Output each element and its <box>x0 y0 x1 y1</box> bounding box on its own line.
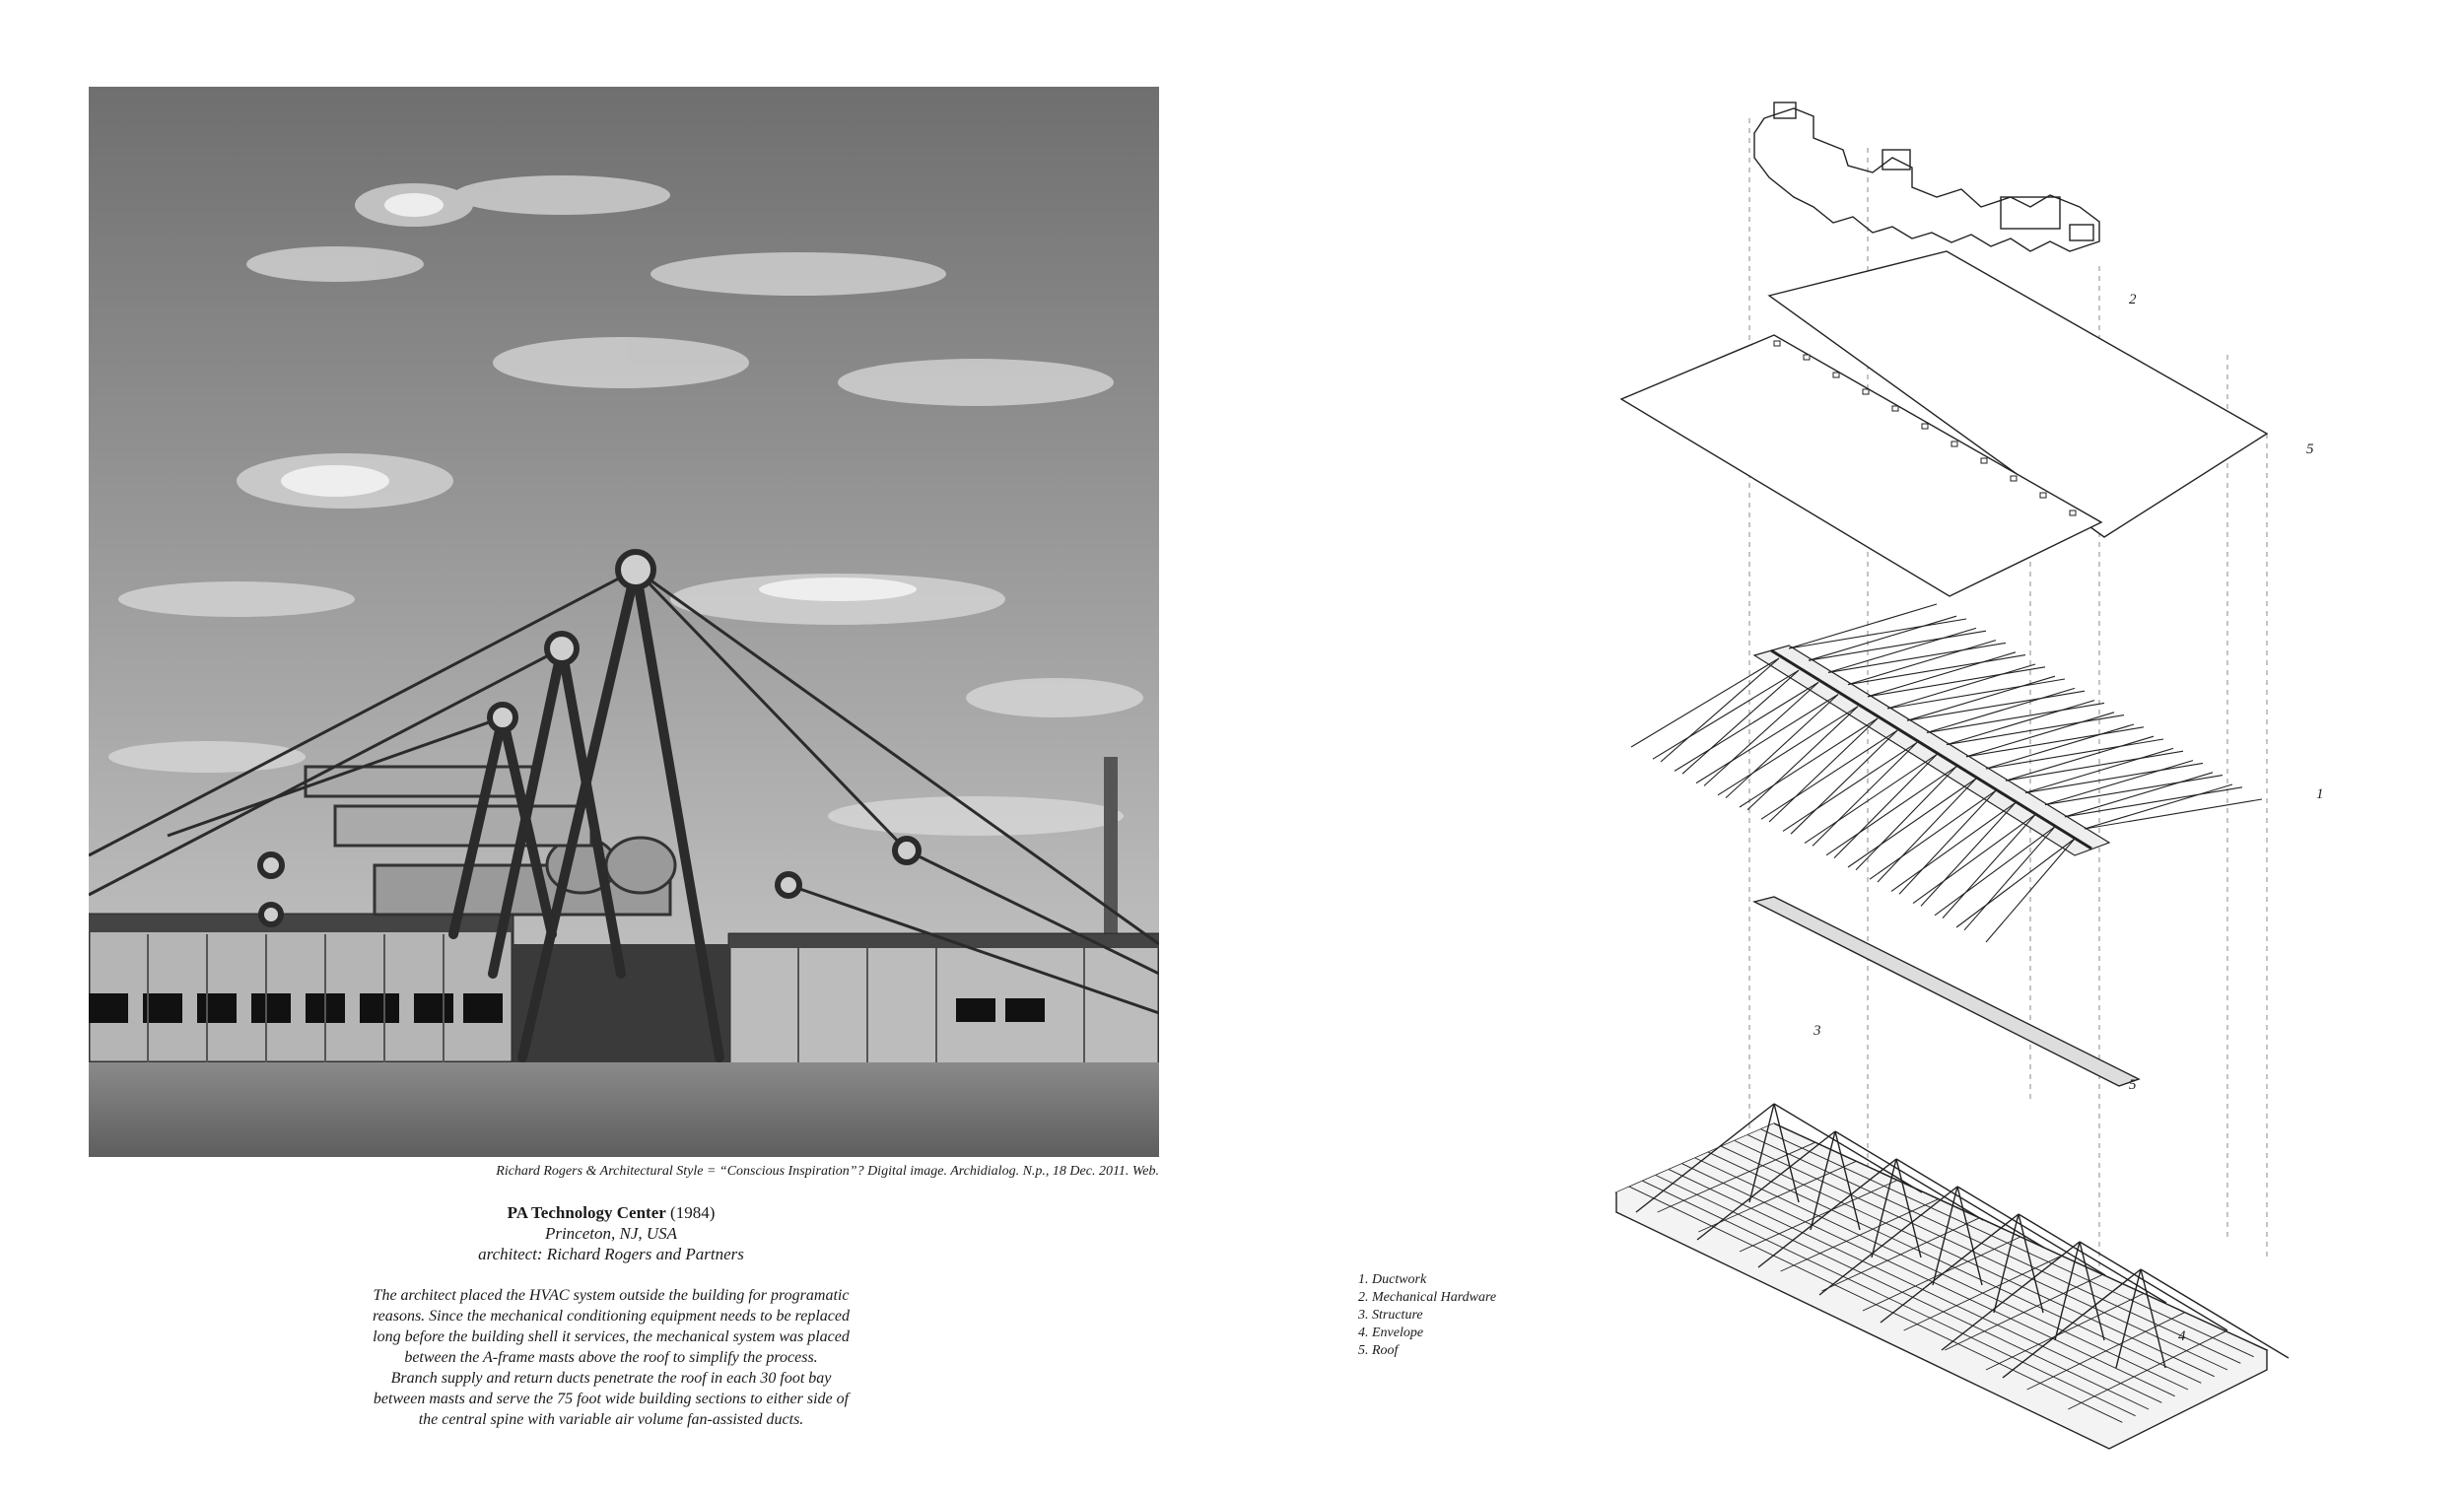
legend-item: 4. Envelope <box>1358 1326 1424 1340</box>
legend-item: 3. Structure <box>1358 1308 1423 1323</box>
ductwork-branches <box>1631 604 2262 942</box>
description-line: reasons. Since the mechanical conditioning equipment needs to be replaced <box>372 1308 851 1325</box>
description-line: Branch supply and return ducts penetrate the roof in each 30 foot bay <box>390 1370 832 1387</box>
label-roof-top: 5 <box>2306 442 2314 457</box>
building-photo <box>89 87 1159 1157</box>
project-name: PA Technology Center <box>507 1203 666 1222</box>
description-line: the central spine with variable air volume fan-assisted ducts. <box>418 1411 804 1428</box>
label-ductwork: 1 <box>2316 786 2324 802</box>
roof-strip <box>1754 897 2139 1086</box>
legend-item: 5. Roof <box>1358 1343 1399 1358</box>
photo-credit: Richard Rogers & Architectural Style = “Conscious Inspiration”? Digital image. Archidialog. N.p., 18 Dec. 2011. Web. <box>496 1164 1159 1179</box>
description-line: between masts and serve the 75 foot wide building sections to either side of <box>373 1391 850 1407</box>
description-line: The architect placed the HVAC system outside the building for programatic <box>373 1287 850 1304</box>
project-description <box>325 1285 897 1430</box>
description-line: long before the building shell it services, the mechanical system was placed <box>373 1328 850 1345</box>
project-architect: architect: Richard Rogers and Partners <box>478 1245 744 1263</box>
label-structure: 3 <box>1814 1023 1821 1039</box>
legend-item: 1. Ductwork <box>1358 1272 1427 1287</box>
photo-illustration <box>89 87 1159 1157</box>
label-mechanical-hardware: 2 <box>2129 292 2137 307</box>
lawn <box>89 1062 1159 1157</box>
project-location: Princeton, NJ, USA <box>544 1224 678 1243</box>
legend-item: 2. Mechanical Hardware <box>1358 1290 1497 1305</box>
label-envelope: 4 <box>2178 1328 2186 1344</box>
diagram-legend <box>1358 1271 1496 1360</box>
project-title-block <box>335 1202 887 1264</box>
roof-layer-top <box>1621 251 2267 596</box>
exploded-axonometric-diagram <box>1281 59 2464 1478</box>
building-right <box>729 934 1159 1067</box>
building-left <box>89 915 513 1062</box>
description-line: between the A-frame masts above the roof to simplify the process. <box>404 1349 818 1366</box>
mechanical-hardware-layer <box>1754 102 2099 251</box>
label-roof-strip: 5 <box>2129 1077 2137 1093</box>
project-year: (1984) <box>670 1203 716 1222</box>
